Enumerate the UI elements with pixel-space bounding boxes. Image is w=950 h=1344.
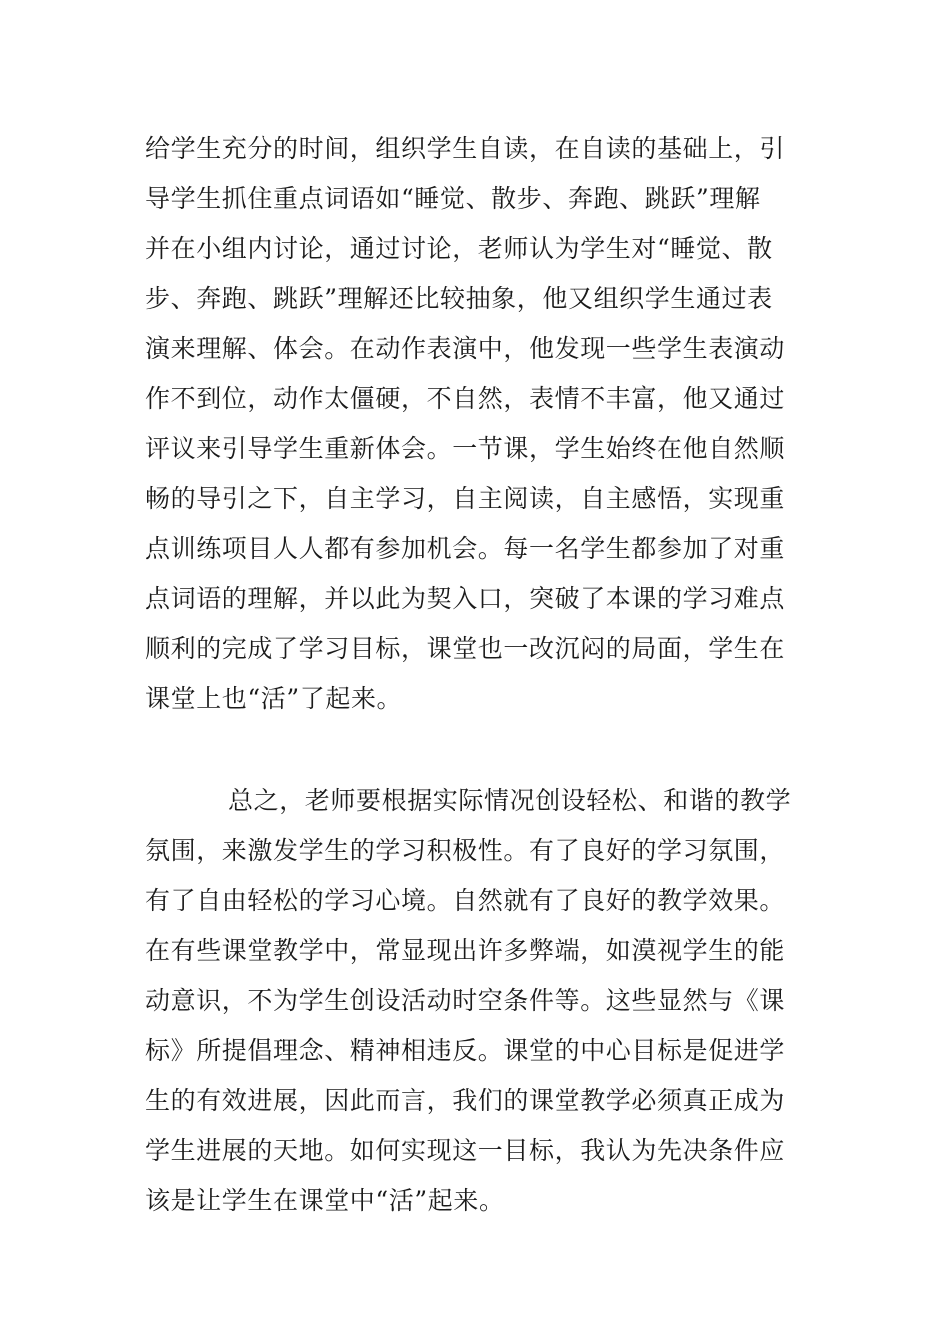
paragraph-line: 评议来引导学生重新体会。一节课，学生始终在他自然顺	[145, 434, 786, 463]
paragraph-line: 点训练项目人人都有参加机会。每一名学生都参加了对重	[145, 534, 786, 563]
paragraph-line: 总之，老师要根据实际情况创设轻松、和谐的教学	[228, 786, 792, 815]
paragraph-line: 学生进展的天地。如何实现这一目标，我认为先决条件应	[145, 1136, 786, 1165]
paragraph-line: 点词语的理解，并以此为契入口，突破了本课的学习难点	[145, 584, 786, 613]
paragraph-line: 课堂上也“活”了起来。	[145, 684, 403, 713]
paragraph-line: 在有些课堂教学中，常显现出许多弊端，如漠视学生的能	[145, 936, 786, 965]
paragraph-line: 标》所提倡理念、精神相违反。课堂的中心目标是促进学	[145, 1036, 786, 1065]
paragraph-line: 动意识，不为学生创设活动时空条件等。这些显然与《课	[145, 986, 786, 1015]
paragraph-line: 导学生抓住重点词语如“睡觉、散步、奔跑、跳跃”理解	[145, 184, 761, 213]
paragraph-line: 作不到位，动作太僵硬，不自然，表情不丰富，他又通过	[145, 384, 786, 413]
paragraph-line: 步、奔跑、跳跃”理解还比较抽象，他又组织学生通过表	[145, 284, 773, 313]
paragraph-line: 氛围，来激发学生的学习积极性。有了良好的学习氛围，	[145, 836, 786, 865]
paragraph-line: 并在小组内讨论，通过讨论，老师认为学生对“睡觉、散	[145, 234, 773, 263]
paragraph-line: 给学生充分的时间，组织学生自读，在自读的基础上，引	[145, 134, 786, 163]
paragraph-line: 有了自由轻松的学习心境。自然就有了良好的教学效果。	[145, 886, 786, 915]
paragraph-line: 顺利的完成了学习目标，课堂也一改沉闷的局面，学生在	[145, 634, 786, 663]
paragraph-line: 生的有效进展，因此而言，我们的课堂教学必须真正成为	[145, 1086, 786, 1115]
paragraph-line: 该是让学生在课堂中“活”起来。	[145, 1186, 505, 1215]
paragraph-line: 演来理解、体会。在动作表演中，他发现一些学生表演动	[145, 334, 786, 363]
paragraph-line: 畅的导引之下，自主学习，自主阅读，自主感悟，实现重	[145, 484, 786, 513]
